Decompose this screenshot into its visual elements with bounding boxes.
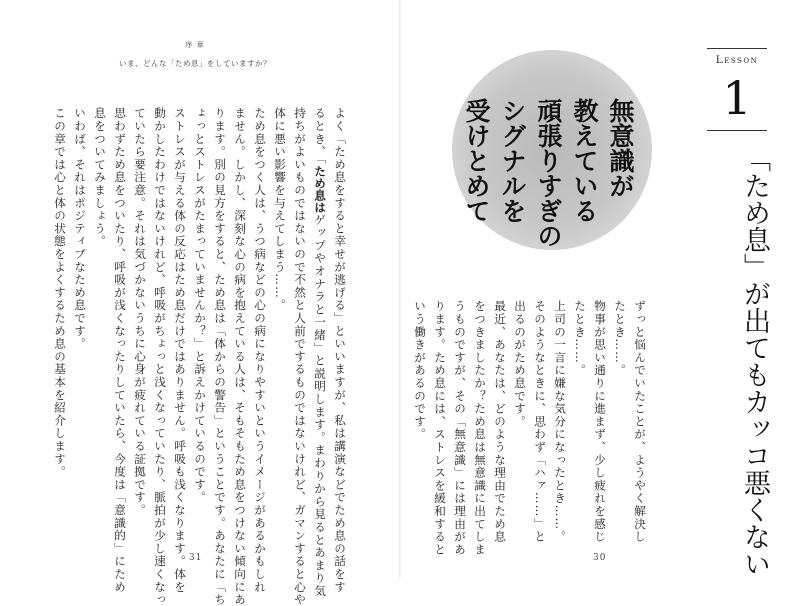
body-paragraph [130,107,190,606]
body-line: 出るのがため息です。 [513,300,527,428]
body-line: 思わずため息をついたり、呼吸が浅くなったりしていたら、今度は「意識的」にため [113,107,127,594]
circle-headline [462,98,638,298]
body-line: いわば、それはポジティブなため息です。 [73,107,87,351]
lesson-title: 「ため息」が出てもカッコ悪くない [739,145,770,577]
body-paragraph [570,300,610,544]
body-line: 最近、あなたは、どのような理由でため息 [493,300,507,544]
body-paragraph [550,300,570,544]
right-page-body [413,300,650,556]
body-line: 持ちがよいものではないので不然と人前でするものではないけれど、ガマンすると心や [293,107,307,606]
lesson-rule-top [707,48,767,49]
lesson-rule-bottom [707,130,767,131]
body-line: ります。ため息には、ストレスを緩和すると [433,300,447,556]
body-line: をつきましたか？ため息は無意識に出てしま [473,300,487,556]
page-gutter [399,0,401,578]
headline-line: 無意識が [606,98,635,198]
body-line: ていたら要注意。それは気づかないうちに心身が疲れている証拠です。 [133,107,147,517]
body-line: るとき、「ため息はゲップやオナラと一緒」と説明します。まわりから見るとあまり気 [313,107,327,598]
body-line: うものですが、その「無意識」には理由があ [453,300,467,556]
body-line: そのようなときに、思わず「ハァ……」と [533,300,547,544]
body-paragraph [610,300,650,544]
body-line: この章では心と体の状態をよくするため息の基本を紹介します。 [53,107,67,479]
body-line: 上司の一言に嫌な気分になったとき……。 [553,300,567,544]
body-line: ります。別の見方をすると、ため息は「体からの警告」ということです。あなたに「ち [213,107,227,606]
body-paragraph [410,300,510,556]
body-line: いう働きがあるのです。 [413,300,427,441]
body-line: ストレスが与える体の反応はため息だけではありません。呼吸も浅くなります。体を [173,107,187,594]
body-line: たとき……。 [613,300,627,377]
body-line: 息をついてみましょう。 [93,107,107,248]
running-head-title: いま、どんな「ため息」をしていますか？ [119,59,271,68]
body-line: 物事が思い通りに進まず、少し疲れを感じ [593,300,607,544]
headline-line: 頑張りすぎの [534,98,563,248]
running-head-chapter: 序 章 [185,41,205,49]
body-paragraph [70,107,90,467]
lesson-number: 1 [722,71,752,125]
bold-phrase: ため息は [313,165,327,214]
lesson-label: Lesson [715,54,759,66]
body-line: ずっと悩んでいたことが、ようやく解決し [633,300,647,544]
body-line: たとき……。 [573,300,587,377]
page-number-left: 31 [189,553,203,563]
body-paragraph [510,300,550,544]
body-line: よく「ため息をすると幸せが逃げる」といいますが、私は講演などでため息の話をす [333,107,347,594]
page-number-right: 30 [593,553,607,563]
body-line: ため息をつく人は、うつ病などの心の病になりやすいというイメージがあるかもしれ [253,107,267,594]
headline-line: 教えている [570,98,599,223]
body-line: ょっとストレスがたまっていませんか？」と訴えかけているのです。 [193,107,207,504]
body-line: 体に悪い影響を与えてしまう……。 [273,107,287,312]
body-paragraph [90,107,130,594]
body-line: 動かしたわけではないけれど、呼吸がちょっと浅くなっていたり、脈拍が少し速くなっ [153,107,167,606]
body-paragraph [50,107,70,479]
body-line: ません。しかし、深刻な心の病を抱えている人は、そもそもため息をつけない傾向にあ [233,107,247,606]
headline-line: 受けとめて [462,98,491,223]
headline-line: シグナルを [498,98,527,223]
body-paragraph [270,107,350,606]
